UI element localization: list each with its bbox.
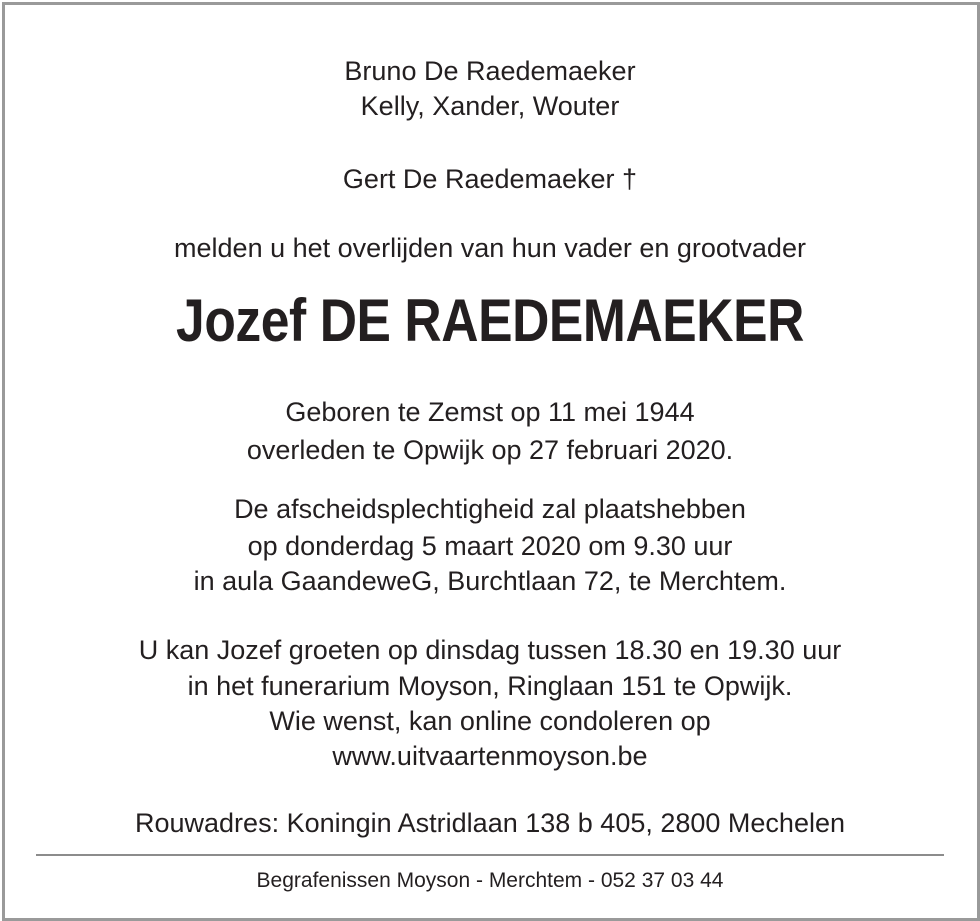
funeral-home-footer: Begrafenissen Moyson - Merchtem - 052 37 03 44 (256, 869, 724, 892)
family-line-3: Gert De Raedemaeker † (342, 164, 638, 194)
ceremony-line-2: op donderdag 5 maart 2020 om 9.30 uur (247, 531, 733, 561)
visitation-line-1: U kan Jozef groeten op dinsdag tussen 18.30 en 19.30 uur (138, 635, 842, 665)
family-line-1: Bruno De Raedemaeker (344, 56, 636, 86)
deceased-name: Jozef DE RAEDEMAEKER (176, 287, 804, 354)
condolence-website: www.uitvaartenmoyson.be (332, 741, 648, 771)
footer-divider (36, 854, 944, 856)
visitation-line-3: Wie wenst, kan online condoleren op (269, 706, 711, 736)
announcement-text: melden u het overlijden van hun vader en grootvader (174, 233, 806, 263)
family-line-2: Kelly, Xander, Wouter (360, 91, 620, 121)
death-line: overleden te Opwijk op 27 februari 2020. (246, 435, 734, 465)
birth-line: Geboren te Zemst op 11 mei 1944 (285, 397, 695, 427)
ceremony-line-1: De afscheidsplechtigheid zal plaatshebben (234, 494, 746, 524)
ceremony-line-3: in aula GaandeweG, Burchtlaan 72, te Merchtem. (193, 566, 787, 596)
visitation-line-2: in het funerarium Moyson, Ringlaan 151 te Opwijk. (187, 671, 793, 701)
mourning-address: Rouwadres: Koningin Astridlaan 138 b 405, 2800 Mechelen (135, 808, 845, 838)
